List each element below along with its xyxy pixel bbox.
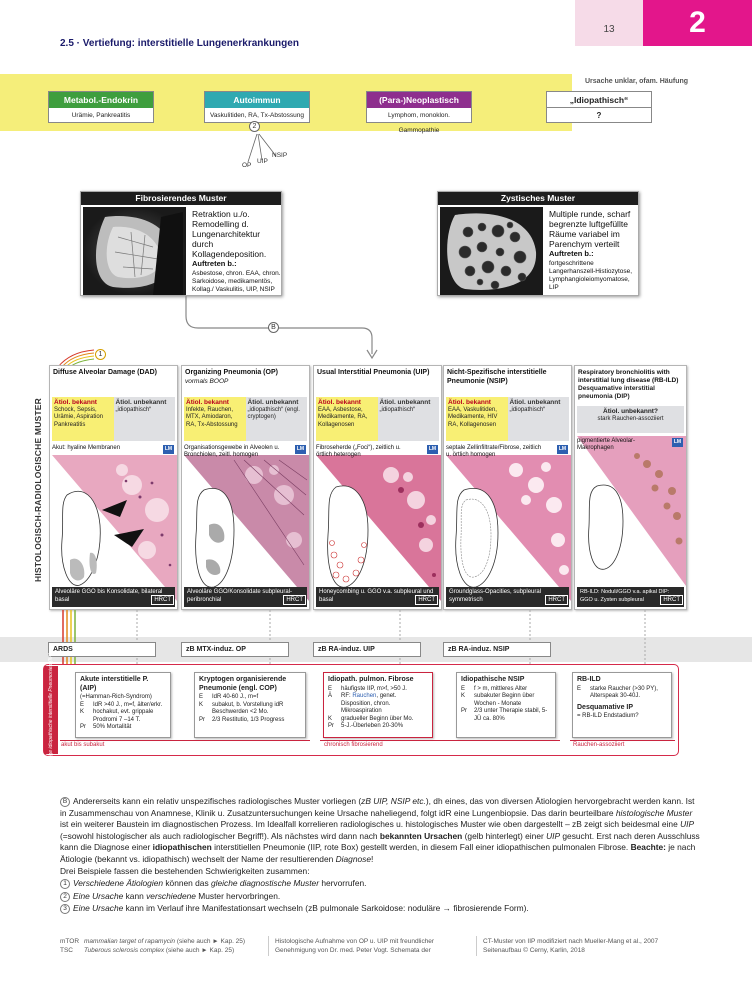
- op-lm-badge: LM: [296, 446, 305, 452]
- column-dad: [49, 365, 178, 610]
- secondary-ards: ARDS: [48, 642, 156, 657]
- column-nsip: [443, 365, 572, 610]
- body-marker-b: B: [60, 797, 70, 807]
- nsip-unknown-title: Ätiol. unbekannt: [509, 399, 561, 406]
- label-nsip: NSIP: [272, 152, 288, 159]
- fibrosierend-desc: Retraktion u./o. Remodelling d. Lungenarchitektur durch Kollagendeposition.: [192, 209, 267, 259]
- op-radiology: Alveoläre GGO/Konsolidate subpleural-peribronchial: [184, 587, 307, 607]
- secondary-nsip: zB RA-induz. NSIP: [443, 642, 551, 657]
- body-text: [60, 796, 702, 915]
- clinical-nsip: Idiopathische NSIP E f > m, mittleres Alter K subakuter Beginn über Wochen - Monate Pr 2/3 unter Therapie stabil, 5-JÜ ca. 80%: [456, 672, 556, 738]
- uip-unknown: „idiopathisch“: [379, 406, 416, 413]
- uip-known-title: Ätiol. bekannt: [318, 399, 361, 406]
- body-item-2: 2 Eine Ursache kann verschiedene Muster hervorbringen.: [60, 891, 702, 903]
- cause-autoimmun-title: Autoimmun: [205, 92, 309, 108]
- op-known-title: Ätiol. bekannt: [186, 399, 229, 406]
- zystisch-title: Zystisches Muster: [438, 192, 638, 205]
- op-histology-label: Organisationsgewebe in Alveolen u. Bronchiolen, zeitl. homogen: [184, 445, 280, 458]
- nsip-known: EAA, Vaskulitiden, Medikamente, HIV RA, Kollagenosen: [448, 406, 498, 428]
- timeline-smoke-line: [570, 740, 675, 741]
- cause-metabol-body: Urämie, Pankreatitis: [71, 112, 131, 119]
- rbild-aetiology: [577, 406, 684, 433]
- rbild-title2: Desquamative interstitial pneumonia (DIP): [578, 385, 655, 400]
- clinical-ipf: Idiopath. pulmon. Fibrose E häufigste IIP, m>f, >50 J. Ä RF: Rauchen, genet. Disposition, chron. Mikroaspiration K gradueller Beginn über Mo. Pr 5-J.-Überleben 20-30%: [323, 672, 433, 738]
- uip-known: EAA, Asbestose, Medikamente, RA, Kollagenosen: [318, 406, 368, 428]
- marker-2: 2: [249, 121, 260, 132]
- cop-title: Kryptogen organisierende Pneumonie (engl. COP): [199, 676, 287, 692]
- dip-clin-note: = RB-ILD Endstadium?: [577, 713, 639, 719]
- uip-radiology: Honeycombing u. GGO v.a. subpleural und basal: [316, 587, 439, 607]
- dad-histology-label: Akut: hyaline Membranen: [52, 445, 121, 451]
- body-summary: Drei Beispiele fassen die bestehenden Schwierigkeiten zusammen:: [60, 865, 310, 876]
- abbr-mtor: mTOR mammalian target of rapamycin (siehe auch ► Kap. 25): [60, 938, 246, 945]
- op-title: Organizing Pneumonia (OP): [185, 369, 278, 376]
- nsip-hrct-badge: HRCT: [545, 595, 568, 605]
- nsip-title: Nicht-Spezifische interstitielle Pneumonie (NSIP): [447, 369, 547, 385]
- zystisch-list: fortgeschrittene Langerhanszell-Histiozytose, Lymphangioleiomyomatose, LIP: [549, 260, 633, 291]
- nsip-known-title: Ätiol. bekannt: [448, 399, 491, 406]
- dad-lm-badge: LM: [164, 446, 173, 452]
- op-subtitle: vormals BOOP: [185, 377, 229, 385]
- timeline-smoke: Rauchen-assoziiert: [573, 742, 625, 748]
- cause-idiopathisch-body: ?: [596, 111, 602, 120]
- dad-known: Schock, Sepsis, Urämie, Aspiration Pankreatitis: [54, 406, 104, 428]
- nsip-aetiology: [446, 397, 569, 441]
- timeline-chronic: chronisch fibrosierend: [324, 742, 383, 748]
- footnote-ct-credit: CT-Muster von IIP modifiziert nach Mueller-Mang et al., 2007 Seitenaufbau © Cerny, Karlin, 2018: [483, 938, 659, 954]
- body-item-3: 3 Eine Ursache kann im Verlauf ihre Manifestationsart wechseln (zB pulmonale Sarkoidose: noduläre → fibrosierende Form).: [60, 903, 702, 915]
- footnote-histology-credit: Histologische Aufnahme von OP u. UIP mit freundlicher Genehmigung von Dr. med. Peter Vogt. Schemata der: [275, 938, 435, 954]
- secondary-op: zB MTX-induz. OP: [181, 642, 289, 657]
- dad-hrct-badge: HRCT: [151, 595, 174, 605]
- clinical-aip: Akute interstitielle P. (AIP) (=Hamman-Rich-Syndrom) E IdR >40 J., m=f, älter/erkr. K hochakut, evt. grippale Prodromi 7 –14 T. Pr 50% Mortalität: [75, 672, 171, 738]
- marker-1: 1: [95, 349, 106, 360]
- dad-title: Diffuse Alveolar Damage (DAD): [53, 369, 157, 376]
- op-unknown-title: Ätiol. unbekannt: [247, 399, 299, 406]
- section-title: 2.5 · Vertiefung: interstitielle Lungenerkrankungen: [60, 38, 299, 49]
- uip-lm-badge: LM: [428, 446, 437, 452]
- op-hrct-badge: HRCT: [283, 595, 306, 605]
- timeline-chronic-line: [320, 740, 560, 741]
- iip-side-label: Häufige idiopathische interstitielle Pneumonien (IIP): [44, 666, 58, 754]
- inip-title: Idiopathische NSIP: [461, 676, 525, 683]
- body-item-1: 1 Verschiedene Ätiologien können das gleiche diagnostische Muster hervorrufen.: [60, 878, 702, 890]
- dad-unknown-title: Ätiol. unbekannt: [115, 399, 167, 406]
- timeline-acute: akut bis subakut: [61, 742, 105, 748]
- label-op: OP: [242, 162, 252, 169]
- dad-known-title: Ätiol. bekannt: [54, 399, 97, 406]
- fibrosierend-auftreten: Auftreten b.:: [192, 259, 237, 268]
- zystisch-auftreten: Auftreten b.:: [549, 249, 594, 258]
- cause-neoplastisch-body: Lymphom, monoklon. Gammopathie: [388, 112, 450, 134]
- nsip-lm-badge: LM: [558, 446, 567, 452]
- uip-title: Usual Interstitial Pneumonia (UIP): [317, 369, 430, 376]
- cause-metabol: [48, 91, 154, 123]
- clinical-cop: Kryptogen organisierende Pneumonie (engl. COP) E IdR 40-60 J., m=f K subakut, b. Vorstellung idR Beschwerden <2 Mo. Pr 2/3 Restitutio, 1/3 Progress: [194, 672, 306, 738]
- cause-idiopathisch: [546, 91, 652, 123]
- nsip-unknown: „idiopathisch“: [509, 406, 546, 413]
- rbild-unknown: stark Rauchen-assoziiert: [597, 415, 664, 422]
- nsip-radiology: Groundglass-Opacities, subpleural symmetrisch: [446, 587, 569, 607]
- op-title-wrap: [185, 369, 306, 386]
- abbr-tsc: TSC Tuberous sclerosis complex (siehe auch ► Kap. 25): [60, 947, 235, 954]
- cause-neoplastisch-title: (Para-)Neoplastisch: [367, 92, 471, 108]
- fibrosierend-title: Fibrosierendes Muster: [81, 192, 281, 205]
- column-uip: [313, 365, 442, 610]
- uip-histology-label: Fibroseherde („Foci“), zeitlich u. örtlich heterogen: [316, 445, 401, 458]
- dad-unknown: „idiopathisch“: [115, 406, 152, 413]
- fibrosierend-text: [192, 209, 281, 294]
- rbild-radiology: RB-ILD: Noduli/GGO v.a. apikal DIP: GGO u. Zysten subpleural: [577, 587, 684, 607]
- autoimmun-arrows: [230, 120, 300, 175]
- rbild-unknown-title: Ätiol. unbekannt?: [603, 408, 658, 415]
- cause-autoimmun: [204, 91, 310, 123]
- zystisch-box: [437, 191, 639, 296]
- cause-neoplastisch: [366, 91, 472, 134]
- op-aetiology: [184, 397, 307, 441]
- uip-unknown-title: Ätiol. unbekannt: [379, 399, 431, 406]
- secondary-uip: zB RA-induz. UIP: [313, 642, 421, 657]
- page-number: 13: [603, 24, 615, 35]
- zystisch-text: [549, 209, 638, 292]
- fibrosierend-list: Asbestose, chron. EAA, chron. Sarkoidose, medikamentös, Kollag./ Vaskulitis, UIP, NSIP: [192, 270, 281, 293]
- footer-separator-1: [268, 936, 269, 956]
- timeline-acute-line: [60, 740, 310, 741]
- rbild-image: [577, 436, 686, 586]
- nsip-histology-label: septale Zellinfiltrate/Fibrose, zeitlich u. örtlich homogen: [446, 445, 542, 458]
- cause-metabol-title: Metabol.-Endokrin: [49, 92, 153, 108]
- zystisch-ct-image: [440, 207, 543, 295]
- footnote-abbreviations: [60, 937, 260, 955]
- cause-idiopathisch-title: „Idiopathisch“: [547, 92, 651, 108]
- flow-arrow: [176, 296, 386, 362]
- page-tab-light: [575, 0, 643, 46]
- unknown-cause-caption: Ursache unklar, ofam. Häufung: [585, 78, 689, 85]
- footer-separator-2: [476, 936, 477, 956]
- clinical-rbild: RB-ILD E starke Raucher (>30 PY), Alterspeak 30-40J. Desquamative IP = RB-ILD Endstadium?: [572, 672, 672, 738]
- op-unknown: „idiopathisch“ (engl. cryptogen): [247, 406, 300, 420]
- op-known: Infekte, Rauchen, MTX, Amiodaron, RA, Tx-Abstossung: [186, 406, 238, 428]
- aip-sub: (=Hamman-Rich-Syndrom): [80, 694, 152, 700]
- rbild-histology-label: pigmentierte Alveolar-Makrophagen: [577, 438, 636, 451]
- fibrosierend-ct-image: [83, 207, 186, 295]
- label-uip: UIP: [257, 158, 268, 165]
- marker-b: B: [268, 322, 279, 333]
- column-op: [181, 365, 310, 610]
- body-paragraph: B Andererseits kann ein relativ unspezifisches radiologisches Muster vorliegen (zB UIP, NSIP etc.), dh eines, das von diversen Ätiologien hervorgebracht werden kann. Ist in Zusammenschau von Anamnese, Klinik u. Zusatzuntersuchungen keine Ursache naheliegend, folgt idR eine Lungenbiopsie. Das darin beurteilbare histologische Muster ist ein weiterer Baustein im diagnostischen Prozess. Im Idealfall korrelieren radiologisches u. histologisches Muster wie oben dargestellt – zB zeigt sich beidesmal eine UIP (=sowohl histologischer als auch radiologischer Begriff!). Als nächstes wird dann nach bekannten Ursachen (gelb hinterlegt) einer UIP gesucht. Erst nach deren Ausschluss kann die Diagnose einer idiopathischen interstitiellen Pneumonie (IIP, rote Box) gestellt werden, in diesem Fall einer idiopathischen pulmonalen Fibrose. Beachte: je nach Ätiologie (bekannt vs. idiopathisch) wechselt der Name der resultierenden Diagnose!: [60, 796, 700, 864]
- cause-autoimmun-body: Vaskulitiden, RA, Tx-Abstossung: [209, 112, 305, 119]
- dad-radiology: Alveoläre GGO bis Konsolidate, bilateral basal: [52, 587, 175, 607]
- rbild-clin-title: RB-ILD: [577, 676, 601, 683]
- ipf-risk: RF: Rauchen, genet. Disposition, chron. Mikroaspiration: [341, 693, 397, 714]
- rbild-hrct-badge: HRCT: [660, 595, 683, 605]
- fibrosierend-box: [80, 191, 282, 296]
- chapter-number: 2: [689, 6, 706, 39]
- rbild-lm-badge: LM: [673, 439, 682, 445]
- histo-vertical-label: HISTOLOGISCH-RADIOLOGISCHE MUSTER: [33, 397, 43, 583]
- dip-clin-title: Desquamative IP: [577, 703, 634, 711]
- column-rbild: [574, 365, 687, 610]
- dad-aetiology: [52, 397, 175, 441]
- zystisch-desc: Multiple runde, scharf begrenzte luftgefüllte Räume variabel im Parenchym verteilt: [549, 209, 631, 249]
- uip-hrct-badge: HRCT: [415, 595, 438, 605]
- aip-title: Akute interstitielle P. (AIP): [80, 676, 149, 692]
- uip-aetiology: [316, 397, 439, 441]
- ipf-title: Idiopath. pulmon. Fibrose: [328, 676, 414, 683]
- rbild-title: Respiratory bronchiolitis with interstitial lung disease (RB-ILD): [578, 369, 679, 384]
- connector-lines: [55, 610, 695, 670]
